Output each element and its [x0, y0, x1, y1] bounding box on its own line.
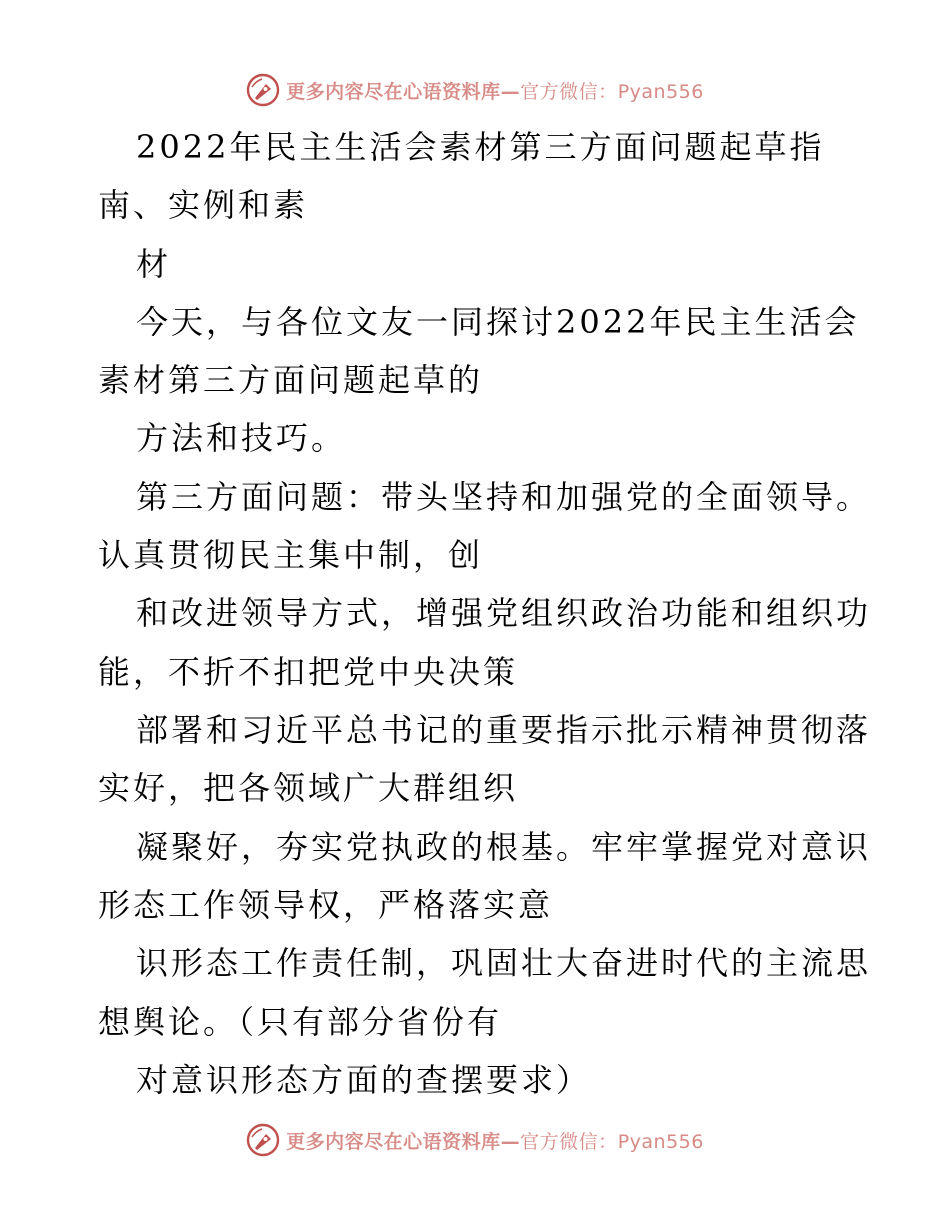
footer-watermark — [0, 1120, 950, 1160]
watermark-dash: — — [500, 1130, 521, 1153]
paragraph-line: 和改进领导方式，增强党组织政治功能和组织功 — [136, 594, 872, 632]
watermark-group — [246, 1123, 704, 1157]
watermark-dash: — — [500, 80, 521, 103]
paragraph-line: 第三方面问题：带头坚持和加强党的全面领导。 — [136, 478, 872, 516]
title-line-2: 南、实例和素 — [98, 186, 309, 224]
title-line-1: 2022年民主生活会素材第三方面问题起草指 — [136, 128, 825, 166]
paragraph-line: 素材第三方面问题起草的 — [98, 361, 484, 399]
paragraph-line: 对意识形态方面的查摆要求） — [136, 1061, 592, 1099]
paragraph-line: 能，不折不扣把党中央决策 — [98, 653, 519, 691]
watermark-official: 官方微信： — [520, 80, 618, 103]
watermark-id: Pyan556 — [617, 1130, 704, 1153]
pen-nib-logo-icon — [246, 73, 280, 107]
watermark-main: 更多内容尽在心语资料库 — [286, 80, 501, 103]
watermark-group — [246, 73, 704, 107]
title-line-3: 材 — [136, 245, 172, 283]
paragraph-line: 认真贯彻民主集中制，创 — [98, 536, 484, 574]
paragraph-line: 实好，把各领域广大群组织 — [98, 769, 519, 807]
paragraph-line: 形态工作领导权，严格落实意 — [98, 886, 554, 924]
watermark-official: 官方微信： — [520, 1130, 618, 1153]
paragraph-line: 部署和习近平总书记的重要指示批示精神贯彻落 — [136, 711, 872, 749]
header-watermark — [0, 70, 950, 110]
paragraph-line: 凝聚好，夯实党执政的根基。牢牢掌握党对意识 — [136, 828, 872, 866]
watermark-id: Pyan556 — [617, 80, 704, 103]
pen-nib-logo-icon — [246, 1123, 280, 1157]
paragraph-line: 今天，与各位文友一同探讨2022年民主生活会 — [136, 303, 860, 341]
watermark-main: 更多内容尽在心语资料库 — [286, 1130, 501, 1153]
paragraph-line: 方法和技巧。 — [136, 419, 347, 457]
watermark-text — [286, 77, 704, 104]
watermark-text — [286, 1127, 704, 1154]
paragraph-line: 想舆论。（只有部分省份有 — [98, 1003, 503, 1041]
paragraph-line: 识形态工作责任制，巩固壮大奋进时代的主流思 — [136, 944, 872, 982]
